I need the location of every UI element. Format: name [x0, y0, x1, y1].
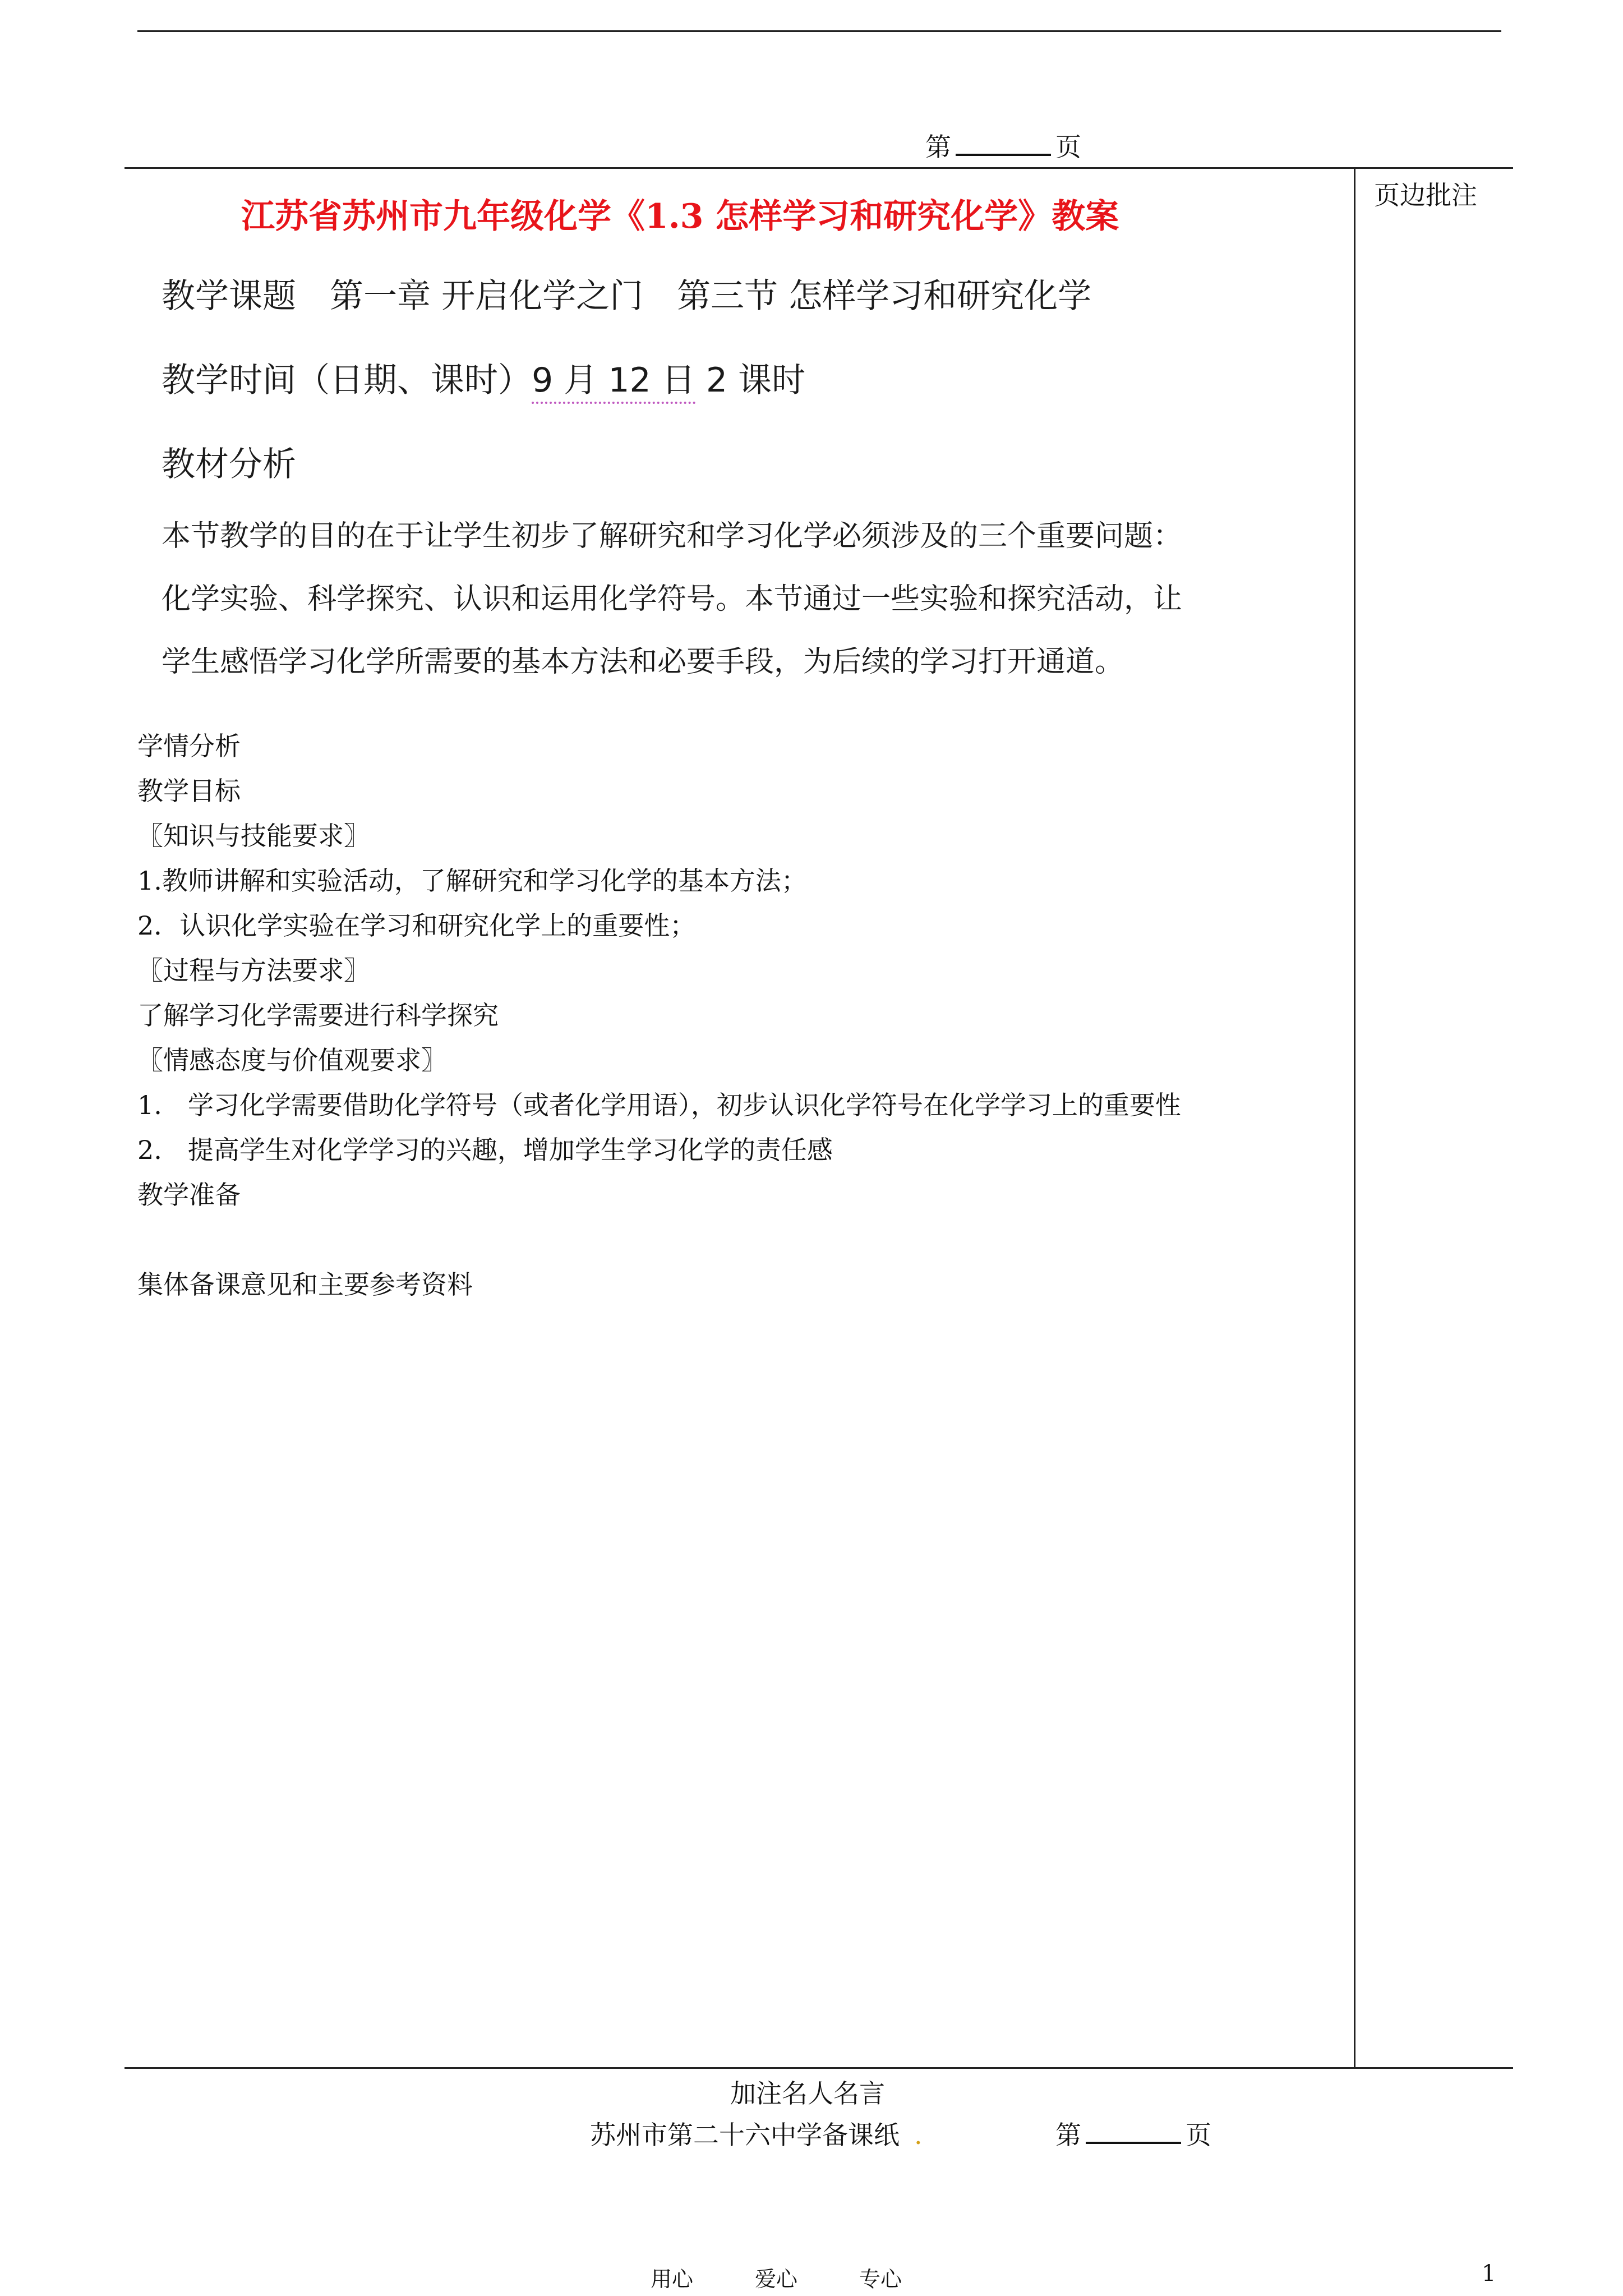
header-page-field [925, 127, 1081, 164]
table-top-border [125, 167, 1513, 169]
knowledge-heading: 〖知识与技能要求〗 [137, 821, 370, 851]
analysis-line: 本节教学的目的在于让学生初步了解研究和学习化学必须涉及的三个重要问题： [162, 519, 1183, 553]
lesson-body [137, 724, 1181, 1307]
motto-word: 用心 [651, 2267, 694, 2292]
emotion-item: 1. 学习化学需要借助化学符号（或者化学用语），初步认识化学符号在化学学习上的重要性 [137, 1090, 1181, 1120]
lesson-time-hours: 2 课时 [706, 361, 806, 400]
lesson-time-date: 9 月 12 日 [532, 353, 695, 404]
process-heading: 〖过程与方法要求〗 [137, 955, 370, 986]
top-rule [137, 30, 1501, 32]
footer-dot: . [914, 2120, 923, 2150]
knowledge-item: 1.教师讲解和实验活动，了解研究和学习化学的基本方法； [137, 866, 807, 896]
school-footer [590, 2115, 923, 2152]
analysis-paragraph [162, 505, 1328, 693]
margin-column-divider [1354, 167, 1355, 2069]
margin-note-label: 页边批注 [1374, 180, 1477, 210]
process-item: 了解学习化学需要进行科学探究 [137, 1000, 499, 1030]
lesson-time-label: 教学时间（日期、课时） [162, 361, 532, 400]
collective-heading: 集体备课意见和主要参考资料 [137, 1269, 473, 1300]
motto-word: 爱心 [755, 2267, 798, 2292]
document-title: 江苏省苏州市九年级化学《1.3 怎样学习和研究化学》教案 [241, 197, 1119, 236]
footer-page-blank [1086, 2136, 1181, 2144]
table-bottom-border [125, 2067, 1513, 2069]
preparation-heading: 教学准备 [137, 1180, 241, 1210]
analysis-line: 化学实验、科学探究、认识和运用化学符号。本节通过一些实验和探究活动，让 [162, 582, 1183, 616]
student-analysis-heading: 学情分析 [137, 731, 241, 761]
header-page-blank [956, 148, 1051, 156]
motto-line [651, 2262, 963, 2293]
analysis-heading: 教材分析 [162, 445, 296, 484]
lesson-topic: 教学课题 第一章 开启化学之门 第三节 怎样学习和研究化学 [162, 277, 1092, 316]
footer-page-suffix: 页 [1186, 2120, 1211, 2150]
objectives-heading: 教学目标 [137, 776, 241, 806]
spacer [137, 1217, 1181, 1262]
analysis-line: 学生感悟学习化学所需要的基本方法和必要手段，为后续的学习打开通道。 [162, 645, 1124, 679]
emotion-heading: 〖情感态度与价值观要求〗 [137, 1045, 447, 1075]
footer-page-prefix: 第 [1055, 2120, 1081, 2150]
emotion-item: 2. 提高学生对化学学习的兴趣，增加学生学习化学的责任感 [137, 1135, 833, 1165]
header-page-prefix: 第 [925, 132, 951, 162]
header-page-suffix: 页 [1055, 132, 1081, 162]
page-number: 1 [1482, 2261, 1496, 2286]
knowledge-item: 2．认识化学实验在学习和研究化学上的重要性； [137, 910, 696, 941]
motto-word: 专心 [859, 2267, 902, 2292]
lesson-time [162, 353, 805, 404]
quote-label: 加注名人名言 [730, 2078, 885, 2109]
school-name: 苏州市第二十六中学备课纸 [590, 2120, 900, 2150]
footer-page-field [1055, 2115, 1211, 2152]
